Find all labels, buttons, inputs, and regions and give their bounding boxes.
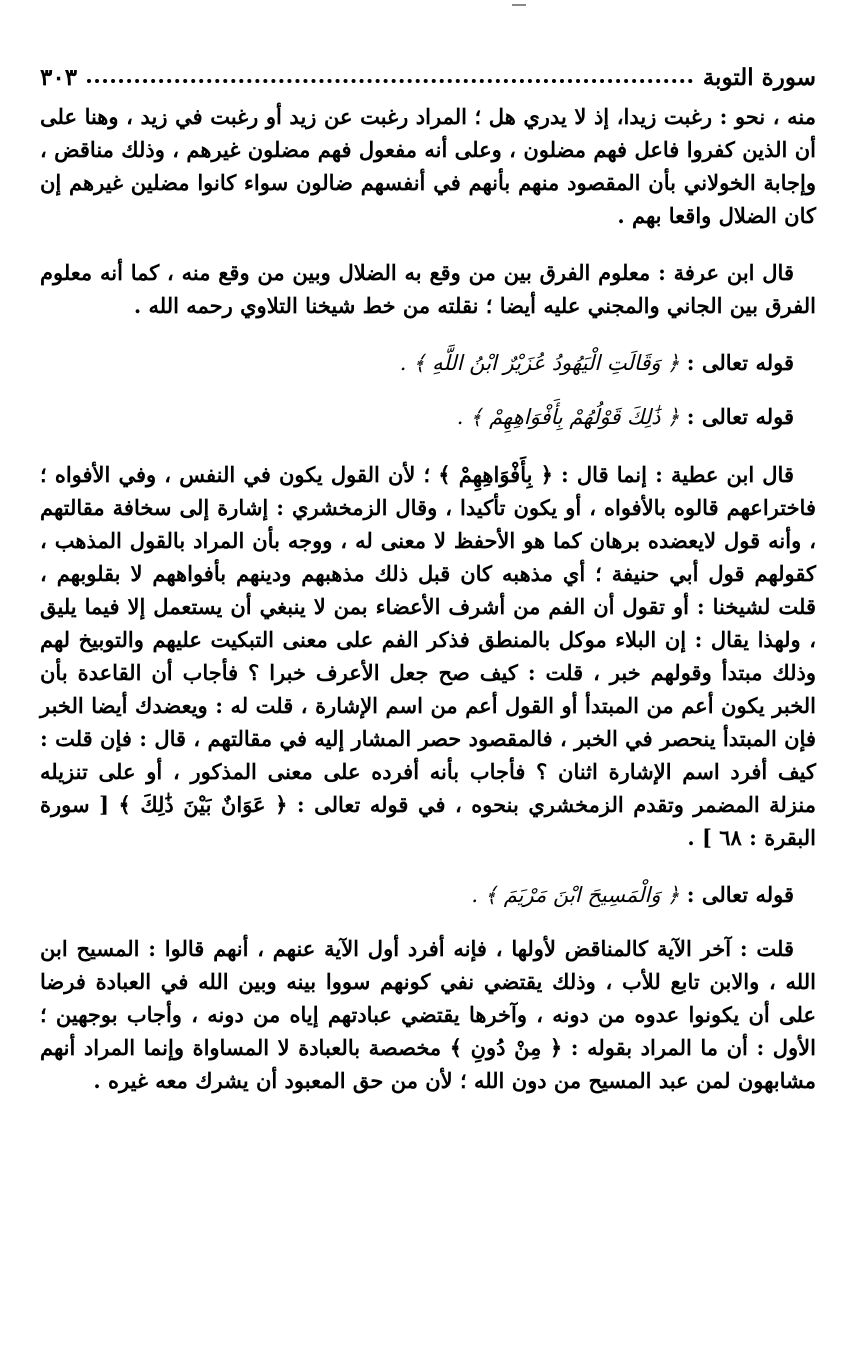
verse-intro: قوله تعالى : <box>686 882 794 907</box>
page-number: ٣٠٣ <box>40 63 78 91</box>
header-dotted-leader <box>87 79 693 83</box>
paragraph-1: منه ، نحو : رغبت زيدا، إذ لا يدري هل ؛ المراد رغبت عن زيد أو رغبت في زيد ، وهنا على أن الذين كفروا فاعل فهم مضلون ، وعلى أنه مفعول فهم مضلون غيرهم ، وذلك مناقض ، وإجابة الخولاني بأن المقصود منهم بأنهم في أنفسهم ضالون سواء كانوا مضلين غيرهم إن كان الضلال واقعا بهم . <box>40 104 816 228</box>
running-header <box>40 60 816 94</box>
quran-verse: ﴿ ذَٰلِكَ قَوْلُهُمْ بِأَفْوَاهِهِمْ ﴾ . <box>456 405 680 429</box>
verse-line-2 <box>40 400 816 434</box>
surah-title: سورة التوبة <box>702 63 816 91</box>
scan-mark <box>512 4 526 6</box>
verse-intro: قوله تعالى : <box>686 350 794 375</box>
quran-verse: ﴿ وَالْمَسِيحَ ابْنَ مَرْيَمَ ﴾ . <box>471 883 680 907</box>
paragraph-3: قال ابن عطية : إنما قال : ﴿ بِأَفْوَاهِهِمْ ﴾ ؛ لأن القول يكون في النفس ، وفي الأفواه ؛ فاختراعهم قالوه بالأفواه ، أو يكون تأكيدا ، وقال الزمخشري : إشارة إلى سخافة مقالتهم ، وأنه قول لايعضده برهان كما هو الأحفظ لا معنى له ، ووجه بأن المراد بالقول المذهب ، كقولهم قول أبي حنيفة ؛ أي مذهبه كان قبل ذلك مذهبهم ودينهم بأفواههم لا بقلوبهم ، قلت لشيخنا : أو تقول أن الفم من أشرف الأعضاء بمن لا ينبغي أن يستعمل إلا فيما يليق ، ولهذا يقال : إن البلاء موكل بالمنطق فذكر الفم على معنى التبكيت عليهم والتوبيخ لهم وذلك مبتدأ وقولهم خبر ، قلت : كيف صح جعل الأعرف خبرا ؟ فأجاب أن القاعدة بأن الخبر يكون أعم من المبتدأ أو القول أعم من اسم الإشارة ، قلت له : ويعضدك أيضا الخبر فإن المبتدأ ينحصر في الخبر ، فالمقصود حصر المشار إليه في مقالتهم ، قال : فإن قلت : كيف أفرد اسم الإشارة اثنان ؟ فأجاب بأنه أفرده على معنى المذكور ، أو على تنزيله منزلة المضمر وتقدم الزمخشري بنحوه ، في قوله تعالى : ﴿ عَوَانٌ بَيْنَ ذَٰلِكَ ﴾ [ سورة البقرة : ٦٨ ] . <box>40 462 816 850</box>
verse-intro: قوله تعالى : <box>686 404 794 429</box>
verse-line-1 <box>40 346 816 380</box>
quran-verse: ﴿ وَقَالَتِ الْيَهُودُ عُزَيْرٌ ابْنُ اللَّهِ ﴾ . <box>399 351 680 375</box>
verse-line-3 <box>40 878 816 912</box>
paragraph-4: قلت : آخر الآية كالمناقض لأولها ، فإنه أفرد أول الآية عنهم ، أنهم قالوا : المسيح ابن الله ، والابن تابع للأب ، وذلك يقتضي نفي كونهم سووا بينه وبين الله في العبادة فرضا على أن يكونوا عدوه من دونه ، وآخرها يقتضي عبادتهم إياه من دونه ، وأجاب بوجهين ؛ الأول : أن ما المراد بقوله : ﴿ مِنْ دُونِ ﴾ مخصصة بالعبادة لا المساواة وإنما المراد أنهم مشابهون لمن عبد المسيح من دون الله ؛ لأن من حق المعبود أن يشرك معه غيره . <box>40 936 816 1093</box>
paragraph-2: قال ابن عرفة : معلوم الفرق بين من وقع به الضلال وبين من وقع منه ، كما أنه معلوم الفرق بين الجاني والمجني عليه أيضا ؛ نقلته من خط شيخنا التلاوي رحمه الله . <box>40 260 816 318</box>
page-body <box>40 100 816 1097</box>
